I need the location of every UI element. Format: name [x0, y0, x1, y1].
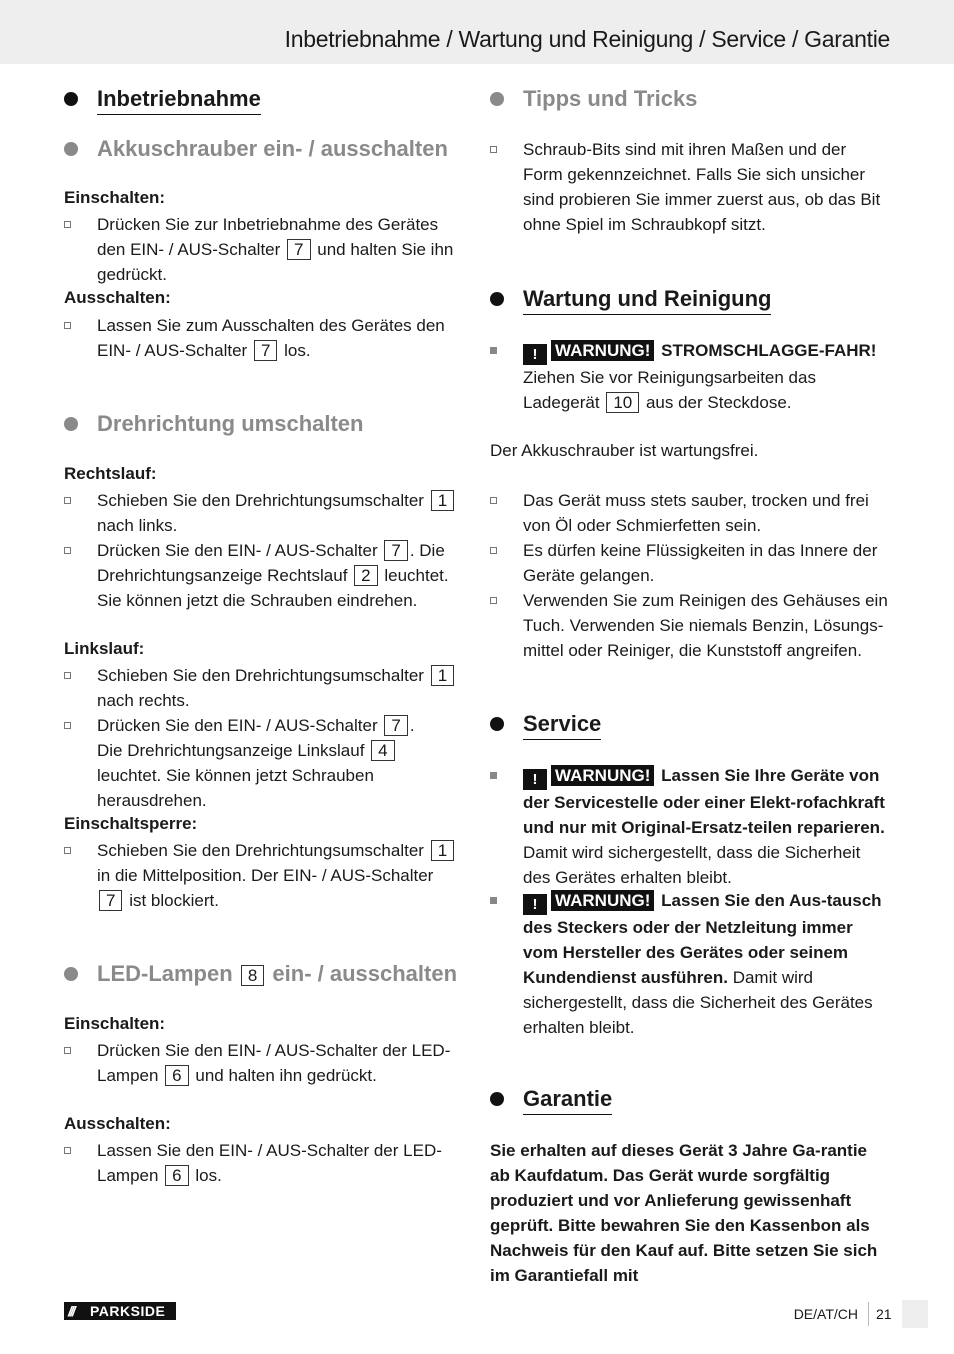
ref-number: 2 [354, 565, 377, 586]
subheading-einschaltsperre: Einschaltsperre: [64, 814, 198, 833]
warning-item: ! WARNUNG! Lassen Sie Ihre Geräte von der Servicestelle oder einer Elekt-rofachkraft und nur mit Original-Ersatz-teilen reparieren. Damit wird sichergestellt, dass die Sicherheit des Gerätes erhalten bleibt. [490, 763, 890, 890]
ref-number: 1 [431, 490, 454, 511]
warning-triangle-icon: ! [523, 769, 547, 790]
square-bullet-icon [490, 897, 497, 904]
ref-number: 7 [384, 715, 407, 736]
list-item: Schraub-Bits sind mit ihren Maßen und der Form gekennzeichnet. Falls Sie sich unsicher sind probieren Sie immer zuerst aus, ob das Bit ohne Spiel im Schraubkopf sitzt. [490, 137, 890, 237]
subheading-rechtslauf: Rechtslauf: [64, 464, 157, 483]
checkbox-bullet-icon [490, 497, 497, 504]
bullet-dot-icon [64, 417, 78, 431]
footer-tab-block [902, 1300, 928, 1328]
checkbox-bullet-icon [64, 497, 71, 504]
warning-badge: WARNUNG! [551, 340, 654, 361]
parkside-logo: /// PARKSIDE [64, 1302, 176, 1320]
checkbox-bullet-icon [490, 146, 497, 153]
ref-number: 10 [606, 392, 639, 413]
list-item: Lassen Sie zum Ausschalten des Gerätes den EIN- / AUS-Schalter 7 los. [64, 313, 464, 363]
list-item: Drücken Sie den EIN- / AUS-Schalter der LED-Lampen 6 und halten ihn gedrückt. [64, 1038, 464, 1088]
list-item: Drücken Sie den EIN- / AUS-Schalter 7 . Die Drehrichtungsanzeige Rechtslauf 2 leuchtet. Sie können jetzt die Schrauben eindrehen. [64, 538, 464, 613]
wartungsfrei-text: Der Akkuschrauber ist wartungsfrei. [490, 441, 759, 460]
list-item: Es dürfen keine Flüssigkeiten in das Innere der Geräte gelangen. [490, 538, 890, 588]
subheading-led-einschalten: Einschalten: [64, 1014, 166, 1033]
footer-language: DE/AT/CH [793, 1306, 858, 1322]
ref-number: 6 [165, 1165, 188, 1186]
list-item: Drücken Sie den EIN- / AUS-Schalter 7 . Die Drehrichtungsanzeige Linkslauf 4 leuchtet. Sie können jetzt Schrauben herausdrehen. [64, 713, 464, 813]
square-bullet-icon [490, 347, 497, 354]
heading-tipps: Tipps und Tricks [490, 86, 697, 114]
checkbox-bullet-icon [64, 221, 71, 228]
bullet-dot-icon [490, 292, 504, 306]
list-item: Schieben Sie den Drehrichtungsumschalter 1 in die Mittelposition. Der EIN- / AUS-Schalter 7 ist blockiert. [64, 838, 464, 913]
page-number: 21 [876, 1306, 892, 1322]
checkbox-bullet-icon [490, 597, 497, 604]
ref-number: 1 [431, 840, 454, 861]
bullet-dot-icon [490, 717, 504, 731]
page-title: Inbetriebnahme / Wartung und Reinigung / Service / Garantie [284, 26, 890, 52]
list-item: Lassen Sie den EIN- / AUS-Schalter der LED-Lampen 6 los. [64, 1138, 464, 1188]
subheading-linkslauf: Linkslauf: [64, 639, 145, 658]
subheading-led-ausschalten: Ausschalten: [64, 1114, 171, 1133]
checkbox-bullet-icon [64, 1147, 71, 1154]
heading-led-lampen: LED-Lampen 8 ein- / ausschalten [64, 961, 457, 989]
checkbox-bullet-icon [64, 672, 71, 679]
ref-number: 4 [371, 740, 394, 761]
checkbox-bullet-icon [64, 322, 71, 329]
ref-number: 8 [241, 965, 264, 986]
ref-number: 7 [99, 890, 122, 911]
ref-number: 7 [254, 340, 277, 361]
heading-service: Service [490, 711, 601, 740]
logo-stripes-icon: /// [68, 1303, 74, 1319]
list-item: Drücken Sie zur Inbetriebnahme des Gerätes den EIN- / AUS-Schalter 7 und halten Sie ihn gedrückt. [64, 212, 464, 287]
warning-item: ! WARNUNG! Lassen Sie den Aus-tausch des Steckers oder der Netzleitung immer vom Hersteller des Gerätes oder seinem Kundendienst ausführen. Damit wird sichergestellt, dass die Sicherheit des Gerätes erhalten bleibt. [490, 888, 890, 1040]
list-item: Schieben Sie den Drehrichtungsumschalter 1 nach links. [64, 488, 464, 538]
list-item: Schieben Sie den Drehrichtungsumschalter 1 nach rechts. [64, 663, 464, 713]
heading-akkuschrauber: Akkuschrauber ein- / ausschalten [64, 136, 448, 164]
warning-item: ! WARNUNG! STROMSCHLAGGE-FAHR! Ziehen Sie vor Reinigungsarbeiten das Ladegerät 10 aus der Steckdose. [490, 338, 890, 415]
ref-number: 7 [287, 239, 310, 260]
bullet-dot-icon [490, 92, 504, 106]
garantie-text: Sie erhalten auf dieses Gerät 3 Jahre Ga-rantie ab Kaufdatum. Das Gerät wurde sorgfältig produziert und vor Anlieferung gewissenhaft geprüft. Bitte bewahren Sie den Kassenbon als Nachweis für den Kauf auf. Bitte setzen Sie sich im Garantiefall mit [490, 1141, 878, 1285]
bullet-dot-icon [490, 1092, 504, 1106]
heading-wartung: Wartung und Reinigung [490, 286, 771, 315]
square-bullet-icon [490, 772, 497, 779]
checkbox-bullet-icon [64, 547, 71, 554]
list-item: Verwenden Sie zum Reinigen des Gehäuses ein Tuch. Verwenden Sie niemals Benzin, Lösungs-mittel oder Reiniger, die Kunststoff angreifen. [490, 588, 890, 663]
warning-badge: WARNUNG! [551, 890, 654, 911]
checkbox-bullet-icon [490, 547, 497, 554]
subheading-einschalten: Einschalten: [64, 188, 166, 207]
warning-triangle-icon: ! [523, 894, 547, 915]
bullet-dot-icon [64, 92, 78, 106]
warning-badge: WARNUNG! [551, 765, 654, 786]
warning-triangle-icon: ! [523, 344, 547, 365]
checkbox-bullet-icon [64, 722, 71, 729]
footer-divider [868, 1302, 869, 1326]
heading-drehrichtung: Drehrichtung umschalten [64, 411, 363, 439]
bullet-dot-icon [64, 967, 78, 981]
ref-number: 7 [384, 540, 407, 561]
bullet-dot-icon [64, 142, 78, 156]
checkbox-bullet-icon [64, 847, 71, 854]
checkbox-bullet-icon [64, 1047, 71, 1054]
ref-number: 1 [431, 665, 454, 686]
heading-garantie: Garantie [490, 1086, 612, 1115]
subheading-ausschalten: Ausschalten: [64, 288, 171, 307]
list-item: Das Gerät muss stets sauber, trocken und frei von Öl oder Schmierfetten sein. [490, 488, 890, 538]
header-bar [0, 0, 954, 64]
heading-inbetriebnahme: Inbetriebnahme [64, 86, 261, 115]
ref-number: 6 [165, 1065, 188, 1086]
